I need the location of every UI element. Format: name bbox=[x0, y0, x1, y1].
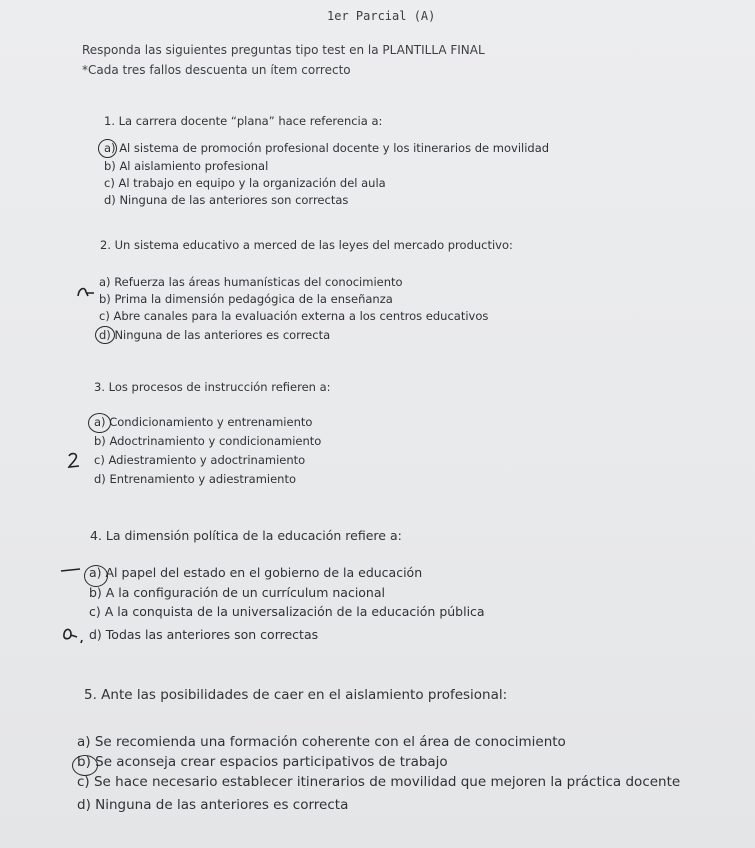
q2-option-b: b) Prima la dimensión pedagógica de la enseñanza bbox=[99, 292, 393, 306]
q2-option-a: a) Refuerza las áreas humanísticas del conocimiento bbox=[99, 275, 403, 289]
question-4: 4. La dimensión política de la educación refiere a: bbox=[90, 528, 402, 543]
q3-option-d: d) Entrenamiento y adiestramiento bbox=[94, 472, 297, 486]
q1-option-c: c) Al trabajo en equipo y la organización del aula bbox=[104, 176, 386, 190]
exam-title: 1er Parcial (A) bbox=[327, 9, 436, 23]
answer-circle-q2 bbox=[95, 326, 115, 344]
question-5: 5. Ante las posibilidades de caer en el aislamiento profesional: bbox=[84, 687, 508, 703]
q3-option-b: b) Adoctrinamiento y condicionamiento bbox=[94, 434, 322, 448]
question-2: 2. Un sistema educativo a merced de las leyes del mercado productivo: bbox=[100, 238, 513, 252]
answer-circle-q3 bbox=[88, 413, 111, 433]
answer-circle-q5 bbox=[72, 755, 98, 776]
q5-option-d: d) Ninguna de las anteriores es correcta bbox=[77, 797, 349, 813]
q4-option-d: d) Todas las anteriores son correctas bbox=[89, 627, 319, 642]
handwritten-mark-q3 bbox=[66, 451, 82, 469]
q2-option-d: d) Ninguna de las anteriores es correcta bbox=[99, 328, 331, 342]
handwritten-dash-q4 bbox=[60, 566, 82, 574]
q5-option-c: c) Se hace necesario establecer itinerarios de movilidad que mejoren la práctica docente bbox=[77, 774, 681, 790]
q5-option-a: a) Se recomienda una formación coherente con el área de conocimiento bbox=[77, 734, 566, 750]
q1-option-a: a) Al sistema de promoción profesional docente y los itinerarios de movilidad bbox=[104, 141, 550, 155]
q3-option-c: c) Adiestramiento y adoctrinamiento bbox=[94, 453, 306, 467]
handwritten-mark-q4 bbox=[60, 623, 88, 645]
q4-option-b: b) A la configuración de un currículum nacional bbox=[89, 585, 385, 600]
q4-option-a: a) Al papel del estado en el gobierno de la educación bbox=[89, 565, 423, 580]
q2-option-c: c) Abre canales para la evaluación externa a los centros educativos bbox=[99, 309, 489, 323]
q4-option-c: c) A la conquista de la universalización de la educación pública bbox=[89, 604, 485, 619]
instruction-line-1: Responda las siguientes preguntas tipo test en la PLANTILLA FINAL bbox=[82, 43, 485, 57]
instruction-line-2: *Cada tres fallos descuenta un ítem correcto bbox=[82, 63, 351, 77]
q5-option-b: b) Se aconseja crear espacios participativos de trabajo bbox=[77, 754, 448, 770]
question-3: 3. Los procesos de instrucción refieren a: bbox=[94, 380, 331, 394]
answer-circle-q1 bbox=[98, 139, 117, 158]
q3-option-a: a) Condicionamiento y entrenamiento bbox=[94, 415, 313, 429]
answer-circle-q4 bbox=[84, 565, 108, 587]
handwritten-mark-q2 bbox=[76, 284, 96, 300]
q1-option-b: b) Al aislamiento profesional bbox=[104, 159, 269, 173]
question-1: 1. La carrera docente “plana” hace referencia a: bbox=[104, 114, 383, 128]
q1-option-d: d) Ninguna de las anteriores son correctas bbox=[104, 193, 349, 207]
